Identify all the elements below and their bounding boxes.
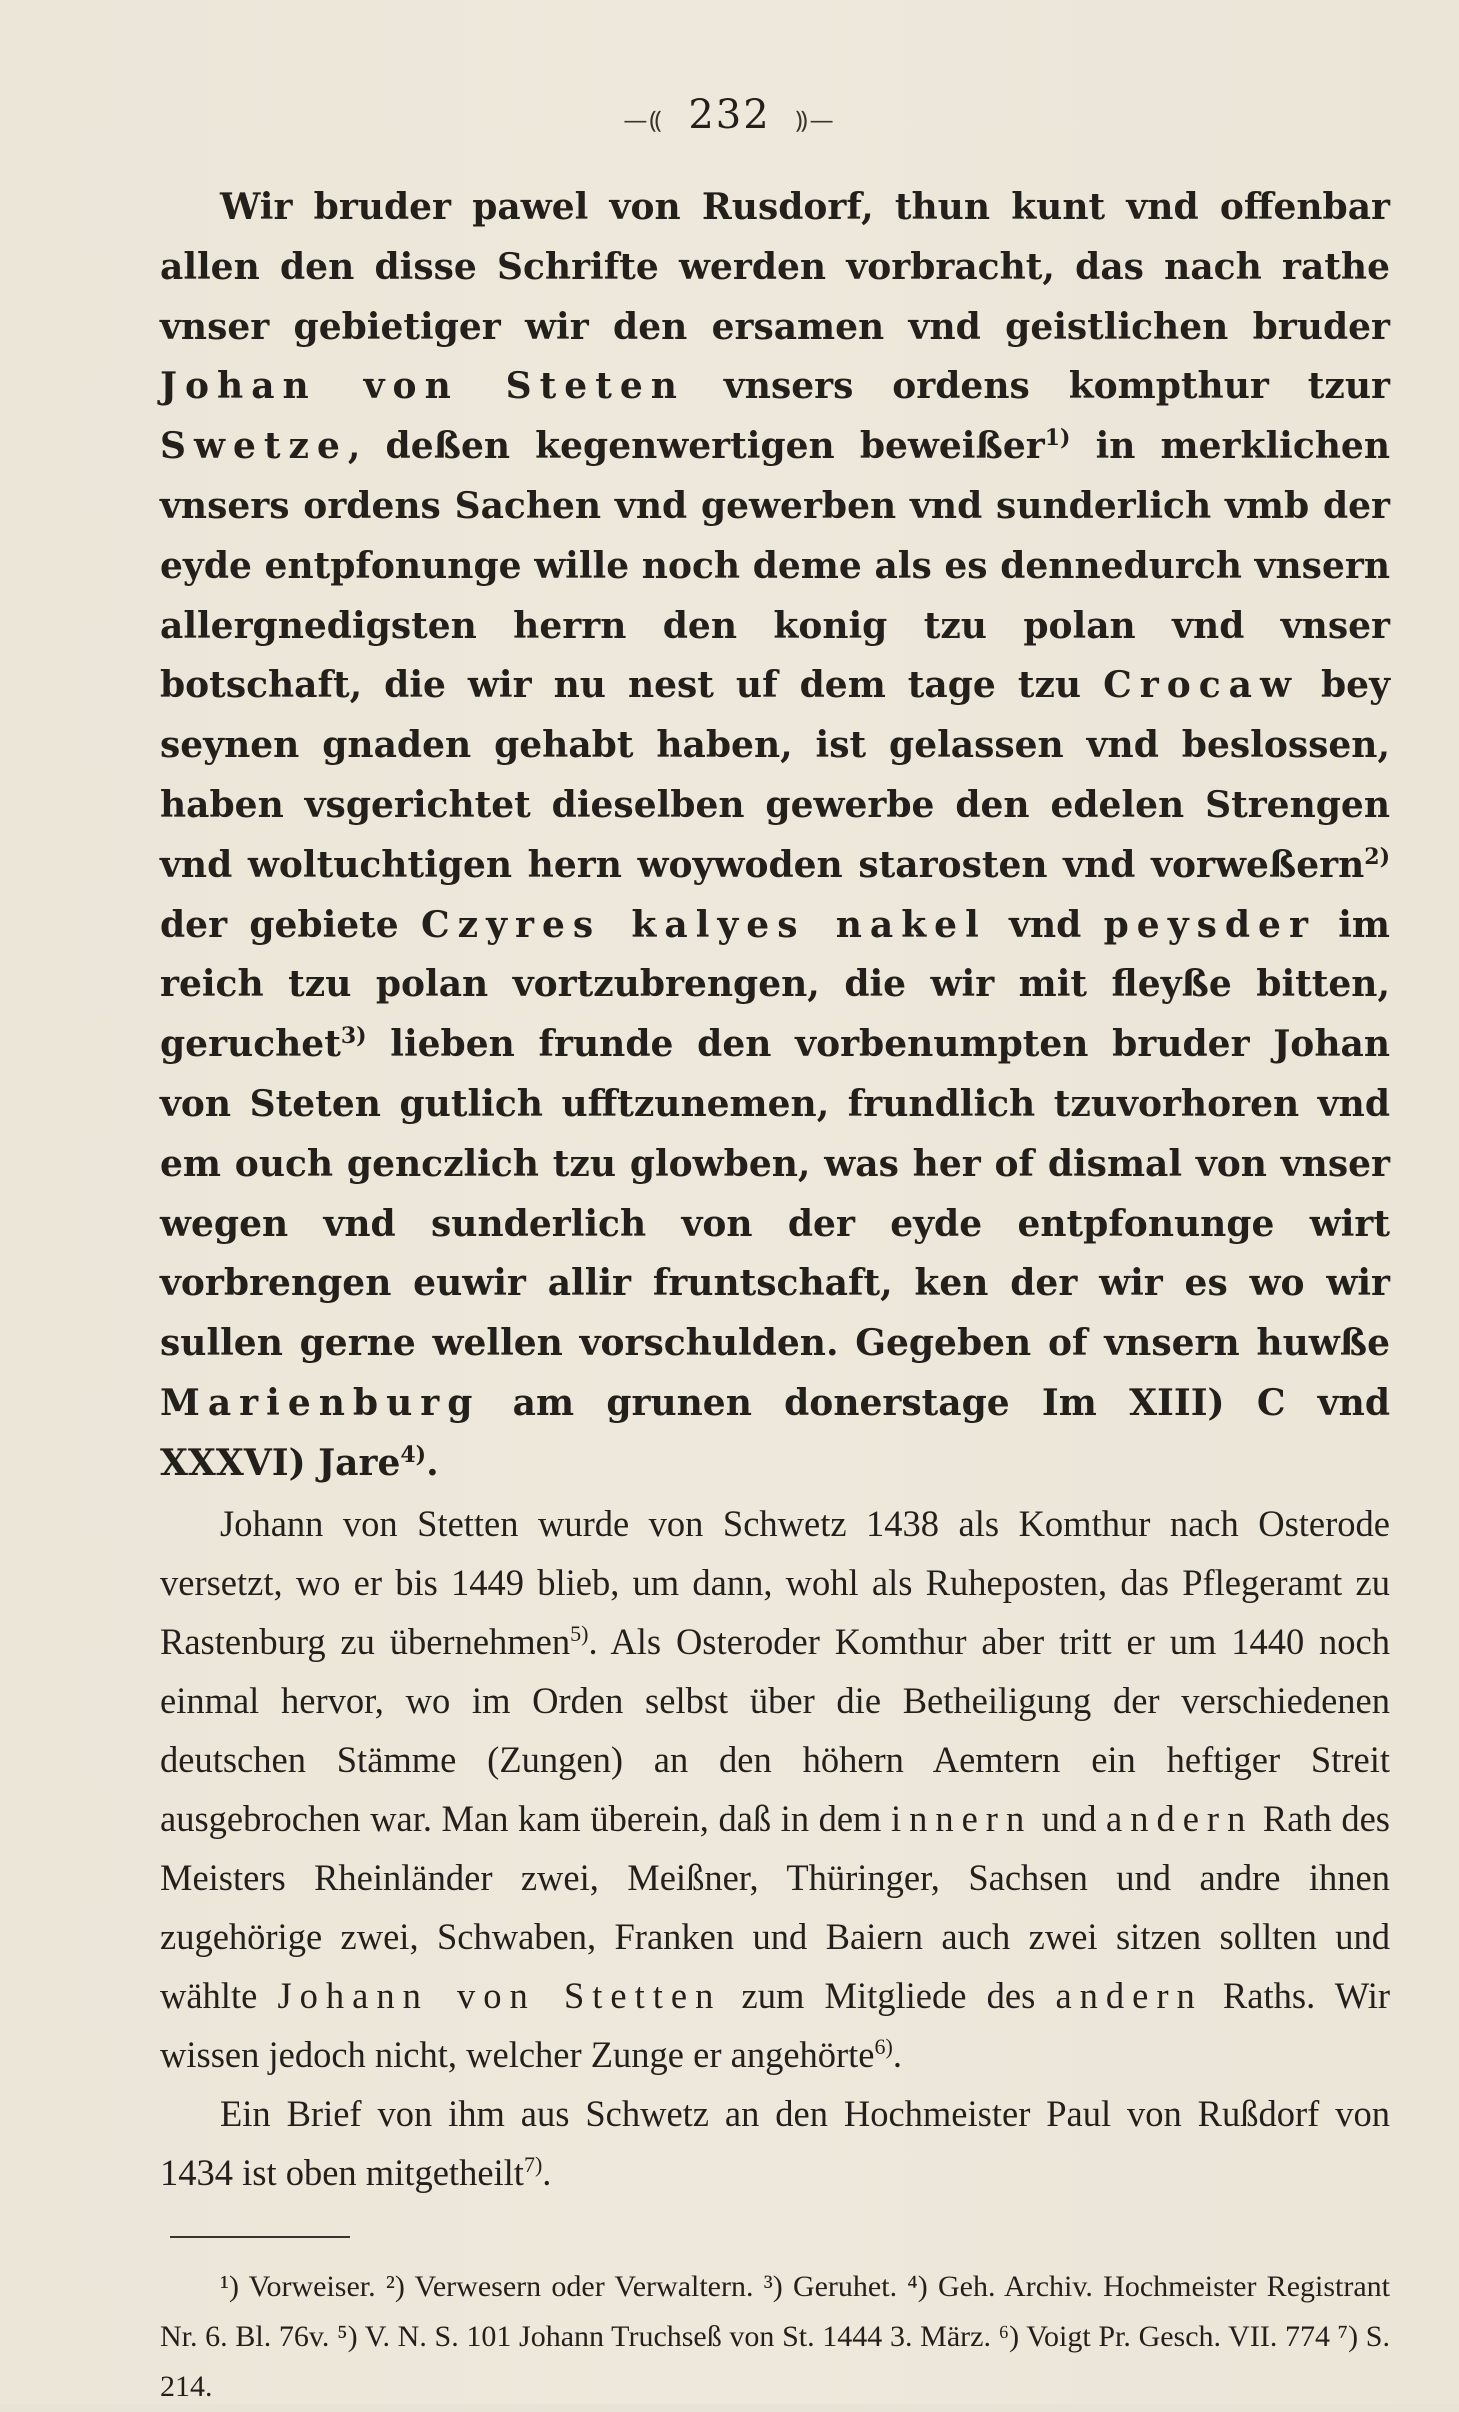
letter-text: lieben frunde den vorbenumpten bruder Johan von Steten gutlich ufftzunemen, frundlich tzuvorhoren vnd em ouch genczlich tzu glowben, was her of dismal von vnser wegen vnd sunderlich von der eyde entpfonunge wirt vorbrengen euwir allir fruntschaft, ken der wir es wo wir sullen gerne wellen vorschulden. Gegeben of vnsern huwße	[160, 1023, 1390, 1365]
commentary-paragraph	[160, 2084, 1390, 2202]
letter-paragraph	[160, 178, 1390, 1494]
commentary-text: .	[542, 2151, 552, 2193]
footnotes	[160, 2262, 1390, 2412]
commentary-text: Ein Brief von ihm aus Schwetz an den Hochmeister Paul von Rußdorf von 1434 ist oben mitgetheilt	[160, 2092, 1390, 2193]
document-body	[160, 178, 1390, 2412]
letter-text: .	[426, 1441, 439, 1484]
letter-text: in merklichen vnsers ordens Sachen vnd gewerben vnd sunderlich vmb der eyde entpfonunge wille noch deme als es dennedurch vnsern allergnedigsten herrn den konig tzu polan vnd vnser botschaft, die wir nu nest uf dem tage tzu	[160, 425, 1390, 707]
commentary-text: Raths. Wir wissen jedoch nicht, welcher Zunge er angehörte	[160, 1974, 1390, 2075]
footnote-ref: 5)	[570, 1620, 589, 1646]
commentary-text: .	[892, 2033, 902, 2075]
letter-text: am grunen donerstage Im XIII) C vnd XXXVI) Jare	[160, 1381, 1390, 1484]
footnote-ref: 7)	[523, 2151, 543, 2177]
footnote-ref: 1)	[1044, 425, 1071, 452]
commentary-text: Johann von Stetten wurde von Schwetz 1438 als Komthur nach Osterode versetzt, wo er bis 1449 blieb, um dann, wohl als Ruheposten, das Pflegeramt zu Rastenburg zu übernehmen	[160, 1502, 1390, 1662]
commentary-paragraph	[160, 1494, 1390, 2084]
letter-name: Czyres kalyes nakel	[420, 903, 987, 946]
quoted-letter	[160, 178, 1390, 1494]
letter-text: der gebiete	[160, 903, 421, 946]
letter-text: vnd	[986, 903, 1104, 946]
commentary-text: Rath des Meisters Rheinländer zwei, Meißner, Thüringer, Sachsen und andre ihnen zugehörige zwei, Schwaben, Franken und Baiern auch zwei sitzen sollten und wählte	[160, 1797, 1390, 2016]
commentary-text: . Als Osteroder Komthur aber tritt er um 1440 noch einmal hervor, wo im Orden selbst über die Betheiligung der verschiedenen deutschen Stämme (Zungen) an den höhern Aemtern ein heftiger Streit ausgebrochen war. Man kam überein, daß in dem	[160, 1620, 1391, 1839]
spaced-word: andern	[1055, 1974, 1203, 2016]
footnote-ref: 4)	[400, 1441, 427, 1468]
letter-name: Marienburg	[160, 1381, 481, 1424]
letter-name: peysder	[1103, 903, 1316, 946]
letter-name: Swetze	[160, 425, 348, 468]
letter-text: , deßen kegenwertigen beweißer	[347, 425, 1045, 468]
spaced-word: andern	[1106, 1797, 1254, 1839]
footnote-ref: 6)	[874, 2033, 893, 2059]
left-ornament-icon: —⸨	[623, 106, 664, 134]
letter-name: Johan von Steten	[160, 365, 685, 408]
footnote-text: ¹) Vorweiser. ²) Verwesern oder Verwaltern. ³) Geruhet. ⁴) Geh. Archiv. Hochmeister Registrant Nr. 6. Bl. 76v. ⁵) V. N. S. 101 Johann Truchseß von St. 1444 3. März. ⁶) Voigt Pr. Gesch. VII. 774 ⁷) S. 214.	[160, 2269, 1390, 2403]
commentary-text: zum Mitgliede des	[721, 1974, 1056, 2016]
letter-text: im reich tzu polan vortzubrengen, die wir mit fleyße bitten, geruchet	[160, 903, 1390, 1066]
footnote-divider	[170, 2236, 350, 2238]
letter-text: vnsers ordens kompthur tzur	[684, 365, 1390, 408]
spaced-word: Johann von Stetten	[277, 1974, 722, 2016]
footnote-ref: 2)	[1364, 843, 1390, 870]
commentary-text: und	[1032, 1797, 1107, 1839]
commentary	[160, 1494, 1390, 2202]
letter-text: Wir bruder pawel von Rusdorf, thun kunt vnd offenbar allen den disse Schrifte werden vorbracht, das nach rathe vnser gebietiger wir den ersamen vnd geistlichen bruder	[160, 186, 1390, 348]
page-header	[0, 92, 1459, 138]
right-ornament-icon: ⸩—	[795, 106, 836, 134]
letter-name: Crocaw	[1103, 664, 1299, 707]
page-number: 232	[688, 92, 771, 138]
letter-text: bey seynen gnaden gehabt haben, ist gelassen vnd beslossen, haben vsgerichtet dieselben gewerbe den edelen Strengen vnd woltuchtigen hern woywoden starosten vnd vorweßern	[160, 664, 1390, 886]
spaced-word: innern	[890, 1797, 1033, 1839]
footnote-ref: 3)	[340, 1023, 367, 1050]
